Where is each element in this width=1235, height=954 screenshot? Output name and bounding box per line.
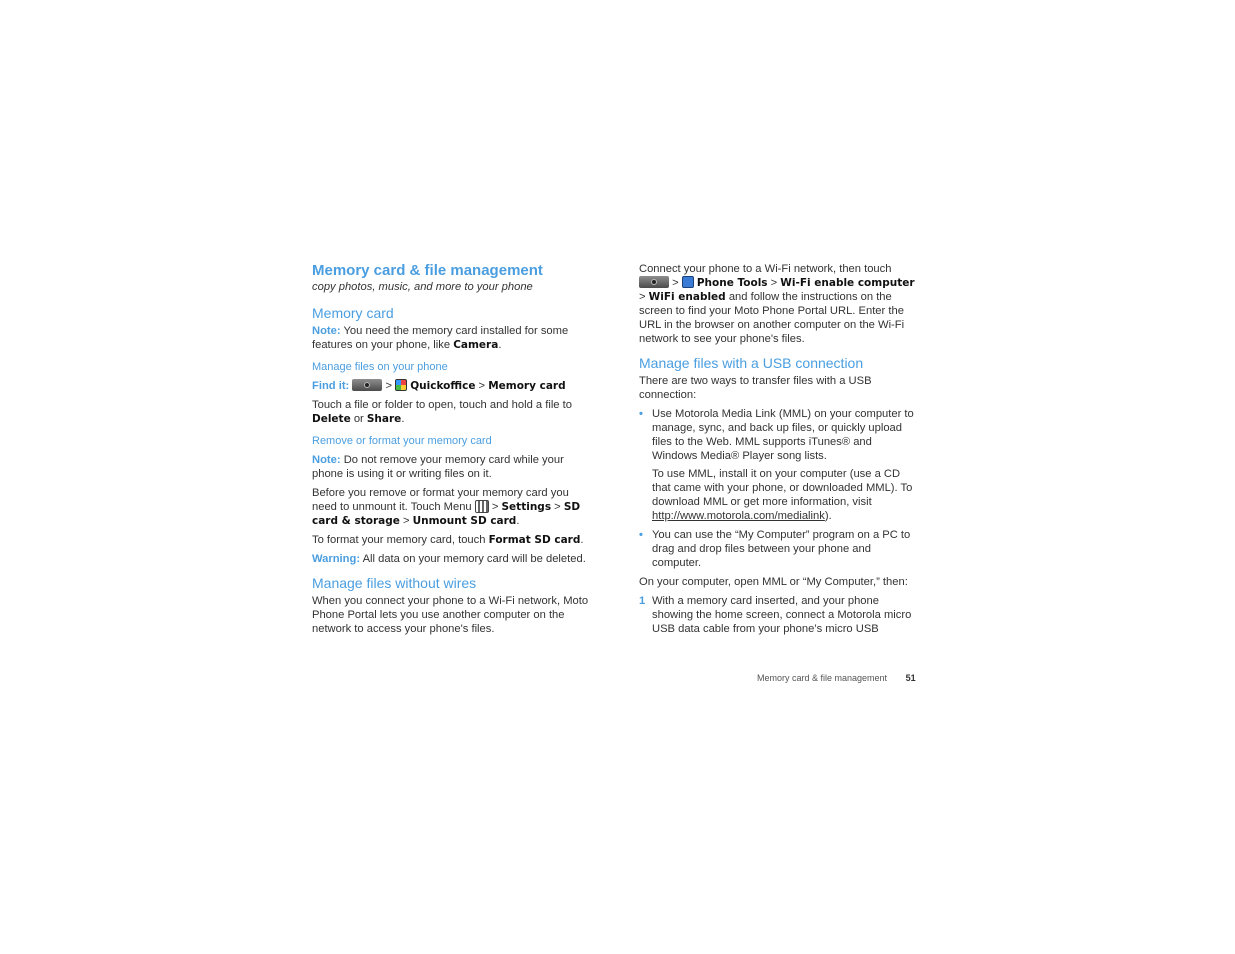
footer-section: Memory card & file management (757, 673, 888, 683)
quickoffice-icon (395, 379, 407, 391)
memory-card-heading: Memory card (312, 305, 394, 321)
note-memory-card: Note: You need the memory card installed for some features on your phone, like Camera. (312, 325, 569, 351)
note-text: You need the memory card installed for some features on your phone, like (312, 325, 569, 351)
memory-card-key: Memory card (488, 380, 566, 392)
bullet-icon: • (639, 408, 643, 420)
format-text: To format your memory card, touch Format SD card. (312, 534, 584, 546)
menu-icon (475, 500, 489, 513)
page-number: 51 (905, 673, 916, 683)
note-remove (312, 453, 592, 481)
remove-format-heading: Remove or format your memory card (312, 435, 492, 447)
page-footer (757, 673, 916, 683)
find-it-line: Find it: > Quickoffice > Memory card (312, 380, 566, 392)
step1-text: With a memory card inserted, and your phone showing the home screen, connect a Motorola micro USB data cable from your phone’s micro USB (652, 595, 912, 635)
open-mml-text: On your computer, open MML or “My Computer,” then: (639, 576, 908, 588)
wifi-enabled-key: WiFi enabled (648, 291, 726, 303)
home-launcher-icon-2 (639, 276, 669, 288)
medialink-link[interactable]: http://www.motorola.com/medialink (652, 510, 825, 522)
bullet2-text: You can use the “My Computer” program on a PC to drag and drop files between your phone and computer. (652, 529, 911, 569)
list-item (639, 407, 919, 523)
phone-tools-icon (682, 276, 694, 288)
warning (312, 552, 592, 566)
home-launcher-icon (352, 379, 382, 391)
mml-install-text: To use MML, install it on your computer (use a CD that came with your phone, or downloaded MML). To download MML or get more information, visit http://www.motorola.com/medialink). (652, 468, 913, 522)
warning-label: Warning: (312, 553, 361, 565)
format-key: Format SD card (488, 534, 581, 546)
settings-key: Settings (501, 501, 552, 513)
note-label: Note: (312, 325, 341, 337)
phone-tools-key: Phone Tools (696, 277, 768, 289)
unmount-key: Unmount SD card (412, 515, 517, 527)
format-text-body: To format your memory card, touch (312, 534, 486, 546)
bullet-icon: • (639, 529, 643, 541)
page-title: Memory card & file management (312, 262, 543, 279)
or-text: or (353, 413, 364, 425)
usb-heading: Manage files with a USB connection (639, 355, 864, 371)
unmount-text: Before you remove or format your memory card you need to unmount it. Touch Menu > Settings > SD card & storage > Unmount SD card. (312, 487, 581, 527)
steps-list (639, 594, 919, 636)
connect-text: Connect your phone to a Wi-Fi network, then touch (639, 263, 892, 275)
quickoffice-key: Quickoffice (410, 380, 476, 392)
right-column (639, 262, 919, 636)
sd-storage-key: SD card & storage (312, 501, 581, 527)
list-item (639, 594, 919, 636)
connect-wifi-text: Connect your phone to a Wi-Fi network, then touch > Phone Tools > Wi-Fi enable computer > WiFi enabled and follow the instructions on the screen to find your Moto Phone Portal URL. Enter the URL in the browser on another computer on the Wi-Fi network to see your phone's files. (639, 263, 915, 345)
warning-text: All data on your memory card will be deleted. (362, 553, 586, 565)
note-text-2: Do not remove your memory card while your phone is using it or writing files on it. (312, 454, 564, 480)
usb-options-list (639, 407, 919, 570)
camera-key: Camera (453, 339, 499, 351)
left-column (312, 262, 592, 641)
step-number: 1 (639, 595, 646, 607)
list-item (639, 528, 919, 570)
connect-rest: and follow the instructions on the screen to find your Moto Phone Portal URL. Enter the URL in the browser on another computer on the Wi-Fi network to see your phone's files. (639, 291, 905, 345)
touch-file-text: Touch a file or folder to open, touch and hold a file to Delete or Share. (312, 399, 572, 425)
page-subtitle: copy photos, music, and more to your phone (312, 281, 533, 293)
bullet1-text: Use Motorola Media Link (MML) on your computer to manage, sync, and back up files, or quickly upload files to the Web. MML supports iTunes® and Windows Media® Player song lists. (652, 408, 914, 462)
find-it-label: Find it: (312, 380, 350, 392)
usb-intro: There are two ways to transfer files with a USB connection: (639, 375, 872, 401)
wifi-enable-computer-key: Wi-Fi enable computer (780, 277, 915, 289)
without-wires-text: When you connect your phone to a Wi-Fi network, Moto Phone Portal lets you use another computer on the network to access your phone's files. (312, 595, 589, 635)
touch-text: Touch a file or folder to open, touch and hold a file to (312, 399, 572, 411)
mml-extra: To use MML, install it on your computer (use a CD that came with your phone, or downloaded MML). To download MML or get more information, visit (652, 468, 913, 508)
delete-key: Delete (312, 413, 351, 425)
manage-files-heading: Manage files on your phone (312, 361, 448, 373)
before-text: Before you remove or format your memory card you need to unmount it. Touch Menu (312, 487, 569, 513)
note-label-2: Note: (312, 454, 341, 466)
without-wires-heading: Manage files without wires (312, 575, 477, 591)
share-key: Share (366, 413, 402, 425)
